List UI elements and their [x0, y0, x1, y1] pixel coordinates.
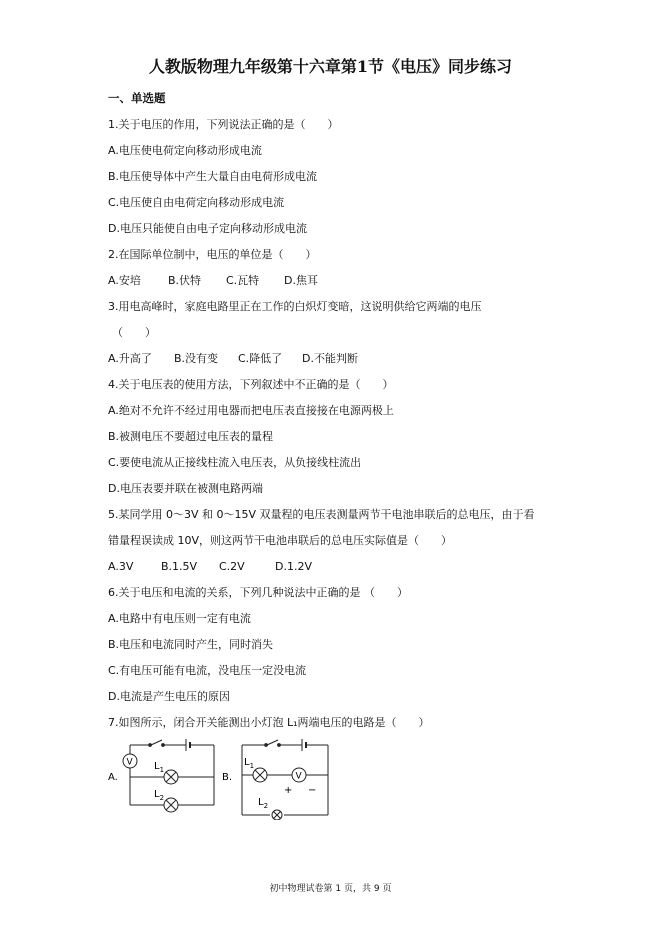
question-6-option-a: A.电路中有电压则一定有电流: [108, 612, 251, 625]
question-3-option-d: D.不能判断: [302, 352, 358, 365]
question-6-stem: 6.关于电压和电流的关系，下列几种说法中正确的是 （ ）: [108, 586, 408, 599]
question-1-stem: 1.关于电压的作用，下列说法正确的是（ ）: [108, 118, 339, 131]
lamp-l2-icon: [164, 798, 178, 812]
question-6-option-c: C.有电压可能有电流，没电压一定没电流: [108, 664, 307, 677]
document-title: 人教版物理九年级第十六章第1节《电压》同步练习: [148, 57, 513, 76]
voltmeter-plus-label: +: [284, 785, 293, 796]
question-7-stem: 7.如图所示，闭合开关能测出小灯泡 L₁两端电压的电路是（ ）: [108, 716, 430, 729]
voltmeter-icon-b: [292, 768, 306, 782]
circuit-figure-b: [222, 735, 337, 820]
question-4-stem: 4.关于电压表的使用方法，下列叙述中不正确的是（ ）: [108, 378, 394, 391]
question-1-option-b: B.电压使导体中产生大量自由电荷形成电流: [108, 170, 318, 183]
question-5-stem: 5.某同学用 0～3V 和 0～15V 双量程的电压表测量两节干电池串联后的总电压，由于看: [108, 508, 535, 521]
question-2-options: [108, 272, 318, 290]
lamp-l1-label: $L_1$: [154, 761, 165, 774]
question-5-option-d: D.1.2V: [275, 560, 312, 573]
question-3-options: [108, 350, 358, 368]
question-4-option-b: B.被测电压不要超过电压表的量程: [108, 430, 274, 443]
lamp-l2-label: $L_2$: [154, 789, 165, 802]
question-3-stem-continued: （ ）: [112, 326, 156, 339]
question-1-option-c: C.电压使自由电荷定向移动形成电流: [108, 196, 285, 209]
lamp-l2-icon-b: [272, 810, 282, 820]
lamp-l2-label-b: $L_2$: [258, 797, 269, 810]
section-heading: 一、单选题: [108, 91, 166, 105]
question-5-stem-continued: 错量程误读成 10V，则这两节干电池串联后的总电压实际值是（ ）: [108, 534, 453, 547]
lamp-l1-icon-b: [253, 768, 267, 782]
voltmeter-label: V: [126, 757, 133, 768]
page-footer: 初中物理试卷第 1 页，共 9 页: [269, 884, 392, 894]
figure-a-label: A.: [108, 772, 118, 783]
question-3-option-a: A.升高了: [108, 352, 152, 365]
question-3-stem: 3.用电高峰时，家庭电路里正在工作的白炽灯变暗，这说明供给它两端的电压: [108, 300, 482, 313]
question-3-option-b: B.没有变: [174, 352, 219, 365]
question-6-option-d: D.电流是产生电压的原因: [108, 690, 230, 703]
question-2-option-a: A.安培: [108, 274, 141, 287]
question-2-option-b: B.伏特: [168, 274, 202, 287]
question-1-option-d: D.电压只能使自由电子定向移动形成电流: [108, 222, 307, 235]
question-5-options: [108, 558, 312, 576]
voltmeter-minus-label: −: [308, 785, 317, 796]
question-2-option-c: C.瓦特: [226, 274, 260, 287]
question-5-option-b: B.1.5V: [161, 560, 198, 573]
circuit-figure-a: [106, 735, 221, 820]
figure-b-label: B.: [222, 772, 233, 783]
question-4-option-c: C.要使电流从正接线柱流入电压表，从负接线柱流出: [108, 456, 362, 469]
question-5-option-c: C.2V: [219, 560, 245, 573]
question-1-option-a: A.电压使电荷定向移动形成电流: [108, 144, 262, 157]
lamp-l1-icon: [164, 770, 178, 784]
voltmeter-icon: [123, 754, 137, 768]
lamp-l1-label-b: $L_1$: [244, 757, 255, 770]
question-6-option-b: B.电压和电流同时产生，同时消失: [108, 638, 274, 651]
voltmeter-label-b: V: [295, 771, 302, 782]
question-2-stem: 2.在国际单位制中，电压的单位是（ ）: [108, 248, 317, 261]
question-2-option-d: D.焦耳: [284, 274, 318, 287]
question-4-option-d: D.电压表要并联在被测电路两端: [108, 482, 263, 495]
question-5-option-a: A.3V: [108, 560, 134, 573]
question-3-option-c: C.降低了: [238, 352, 283, 365]
question-4-option-a: A.绝对不允许不经过用电器而把电压表直接接在电源两极上: [108, 404, 394, 417]
